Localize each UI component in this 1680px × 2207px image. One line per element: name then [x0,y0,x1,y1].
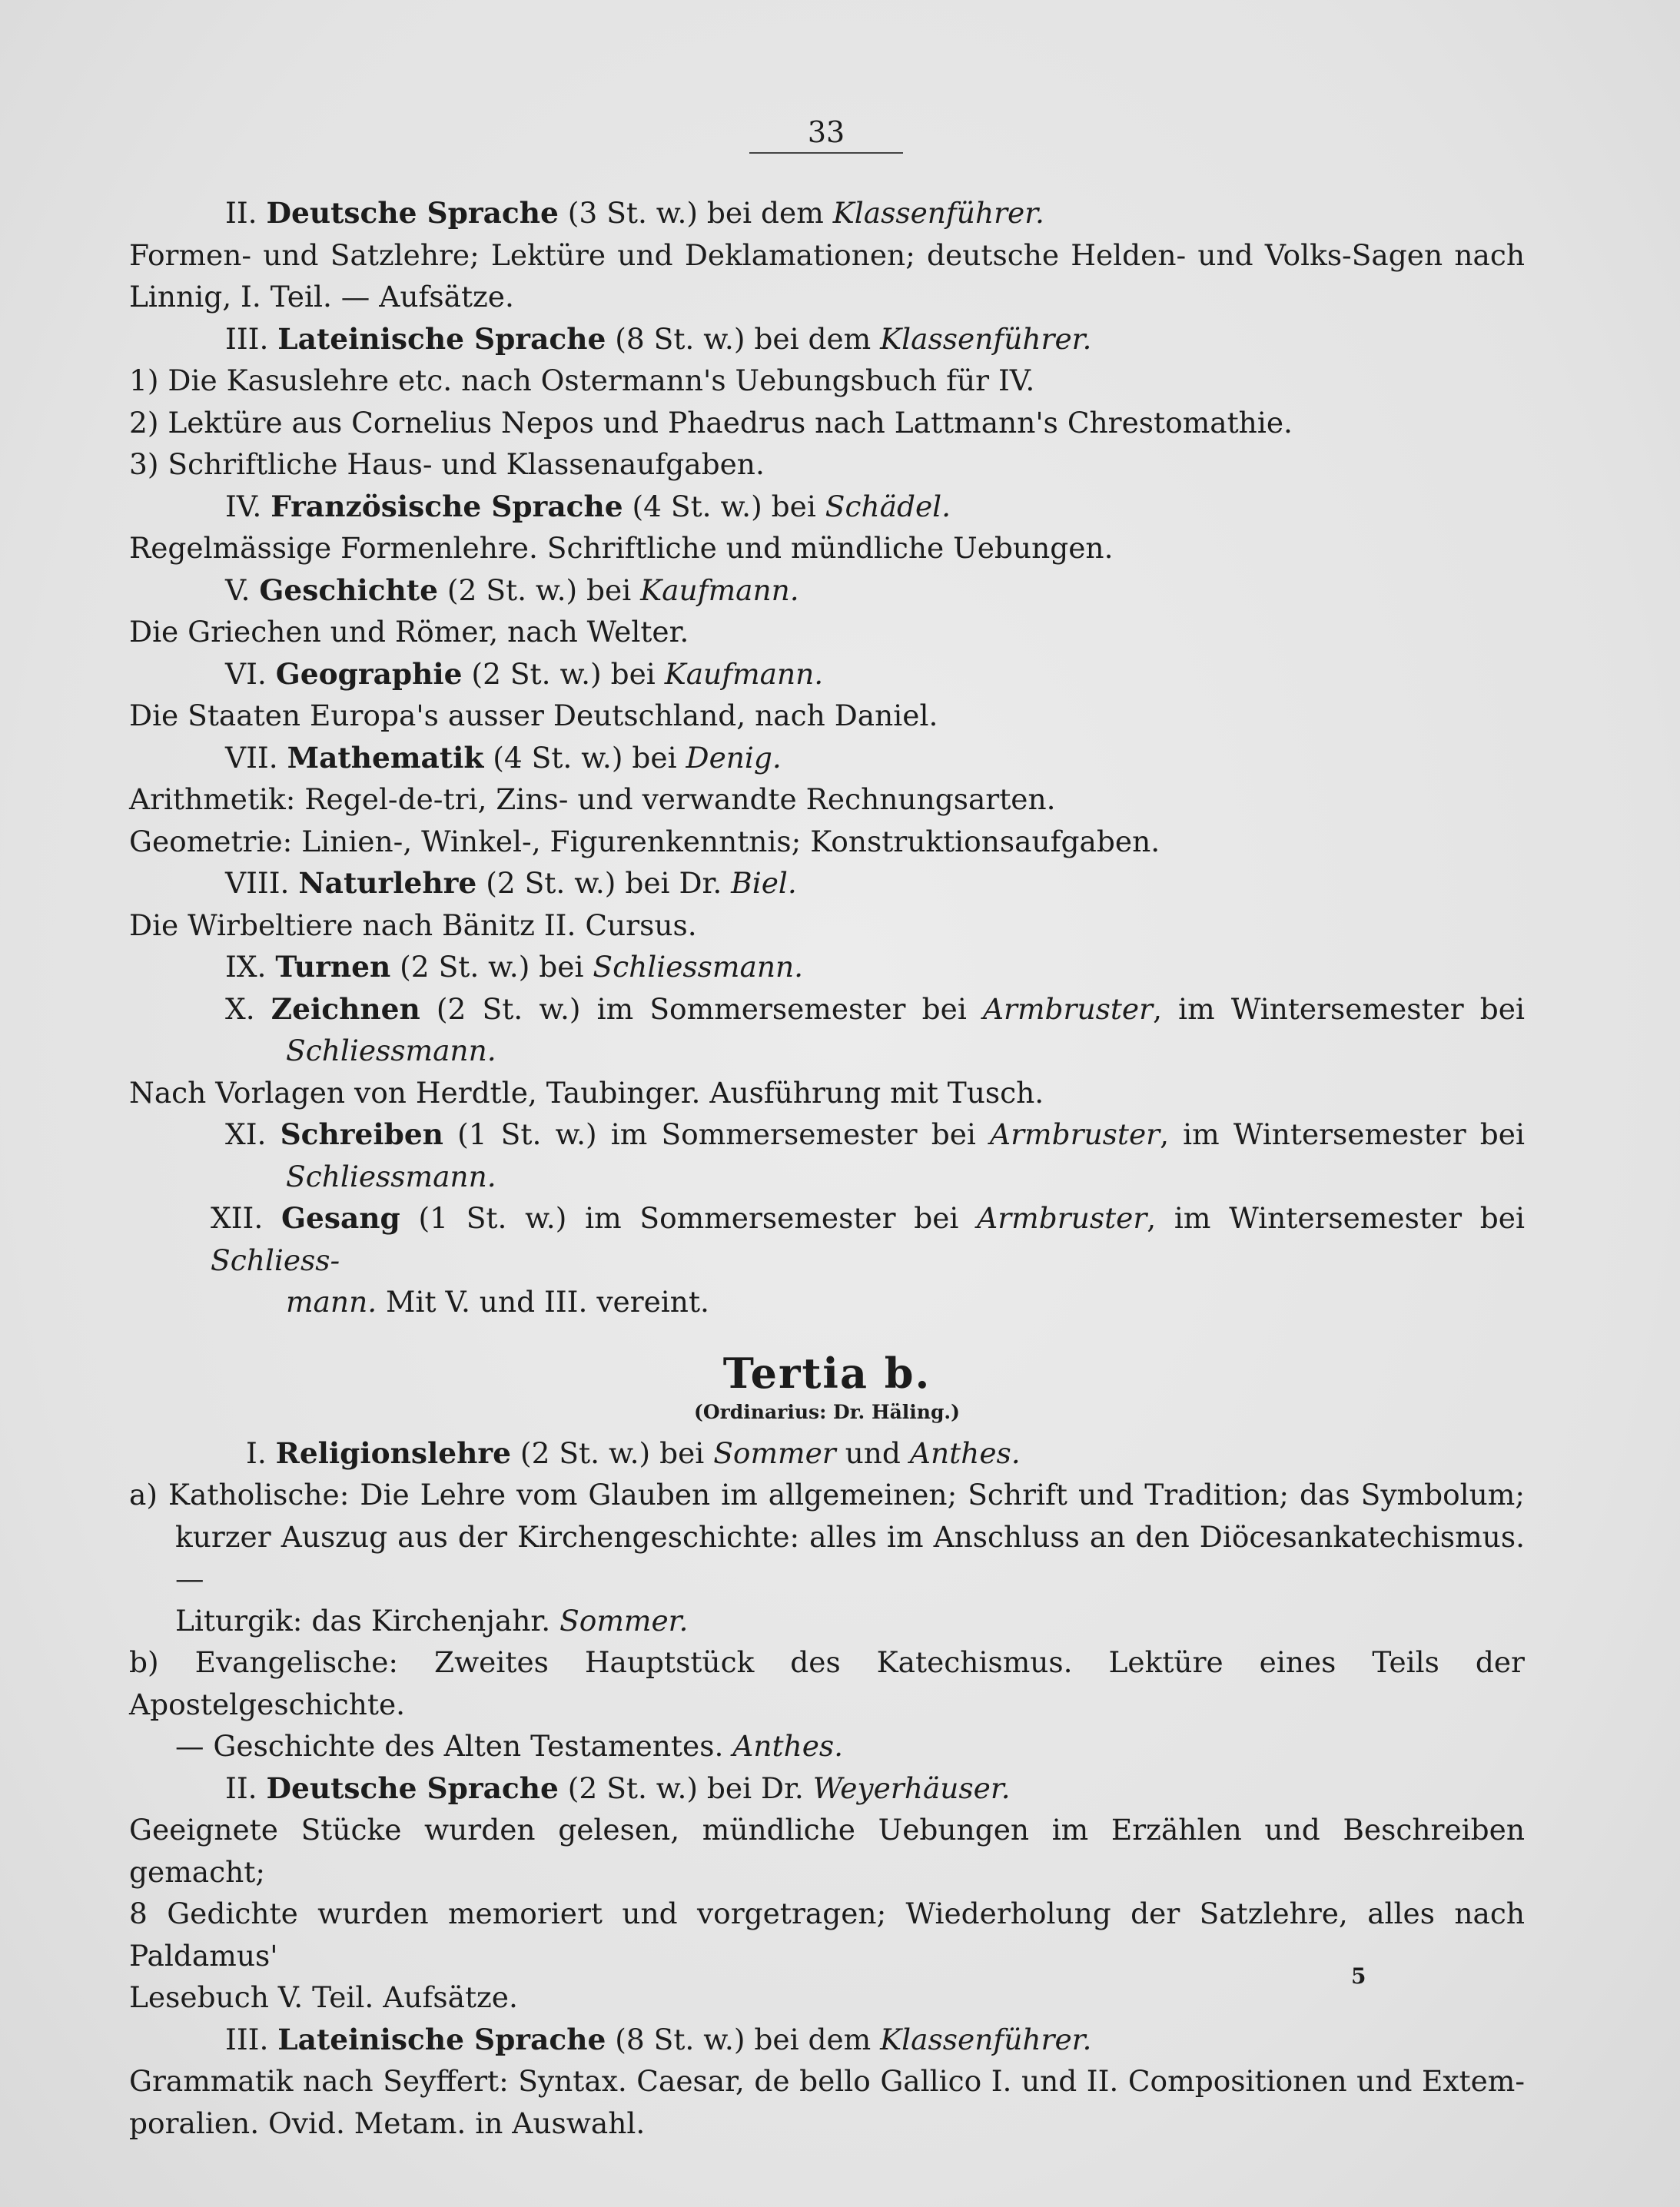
sheet-signature: 5 [1351,1963,1366,1989]
subject-heading-deutsch-2: II. Deutsche Sprache (2 St. w.) bei Dr. Weyerhäuser. [225,1771,1011,1805]
text-line: Die Staaten Europa's ausser Deutschland, nach Daniel. [129,699,938,732]
text-line: Linnig, I. Teil. — Aufsätze. [129,280,514,314]
text-line: — Geschichte des Alten Testamentes. Anthes. [175,1729,844,1763]
page-number-rule [749,152,903,154]
subject-heading-gesang: XII. Gesang (1 St. w.) im Sommersemester bei Armbruster, im Wintersemester bei Schliess- [211,1201,1525,1277]
text-line: Die Wirbeltiere nach Bänitz II. Cursus. [129,908,697,942]
text-line: 3) Schriftliche Haus- und Klassenaufgaben. [129,447,765,481]
text-line: a) Katholische: Die Lehre vom Glauben im allgemeinen; Schrift und Tradition; das Symbolum; [129,1478,1525,1512]
text-line: Arithmetik: Regel-de-tri, Zins- und verwandte Rechnungsarten. [129,782,1056,816]
text-line: 1) Die Kasuslehre etc. nach Ostermann's Uebungsbuch für IV. [129,363,1035,397]
text-line: Formen- und Satzlehre; Lektüre und Deklamationen; deutsche Helden- und Volks-Sagen nach [129,237,1525,272]
section-title: Tertia b. [722,1348,931,1398]
text-line: Schliessmann. [286,1159,496,1193]
text-line: Geometrie: Linien-, Winkel-, Figurenkenntnis; Konstruktionsaufgaben. [129,824,1160,858]
text-line: 2) Lektüre aus Cornelius Nepos und Phaedrus nach Lattmann's Chrestomathie. [129,405,1293,440]
section-subtitle: (Ordinarius: Dr. Häling.) [694,1400,960,1423]
text-line: Geeignete Stücke wurden gelesen, mündliche Uebungen im Erzählen und Beschreiben gemacht; [129,1813,1525,1889]
subject-heading-latein: III. Lateinische Sprache (8 St. w.) bei dem Klassenführer. [225,321,1092,356]
page-number: 33 [807,115,845,149]
document-body [129,192,1525,2144]
subject-heading-mathematik: VII. Mathematik (4 St. w.) bei Denig. [225,740,782,775]
subject-heading-geographie: VI. Geographie (2 St. w.) bei Kaufmann. [225,656,824,691]
text-line: Lesebuch V. Teil. Aufsätze. [129,1980,518,2014]
text-line: Nach Vorlagen von Herdtle, Taubinger. Ausführung mit Tusch. [129,1075,1044,1110]
subject-heading-franzoesisch: IV. Französische Sprache (4 St. w.) bei Schädel. [225,489,951,523]
text-line: Regelmässige Formenlehre. Schriftliche und mündliche Uebungen. [129,531,1114,565]
subject-heading-latein-2: III. Lateinische Sprache (8 St. w.) bei dem Klassenführer. [225,2022,1092,2056]
text-line: Grammatik nach Seyffert: Syntax. Caesar, de bello Gallico I. und II. Compositionen und Extem- [129,2064,1525,2098]
text-line: b) Evangelische: Zweites Hauptstück des Katechismus. Lektüre eines Teils der Apostelgeschichte. [129,1645,1525,1721]
subject-heading-geschichte: V. Geschichte (2 St. w.) bei Kaufmann. [225,572,799,607]
subject-heading-naturlehre: VIII. Naturlehre (2 St. w.) bei Dr. Biel. [225,866,797,900]
subject-heading-schreiben: XI. Schreiben (1 St. w.) im Sommersemester bei Armbruster, im Wintersemester bei [225,1117,1525,1151]
text-line: Die Griechen und Römer, nach Welter. [129,615,689,649]
text-line: Schliessmann. [286,1034,496,1067]
text-line: kurzer Auszug aus der Kirchengeschichte: alles im Anschluss an den Diöcesankatechismus. — [175,1519,1525,1595]
subject-heading-deutsch: II. Deutsche Sprache (3 St. w.) bei dem Klassenführer. [225,196,1044,230]
subject-heading-zeichnen: X. Zeichnen (2 St. w.) im Sommersemester bei Armbruster, im Wintersemester bei [225,991,1525,1026]
text-line: 8 Gedichte wurden memoriert und vorgetragen; Wiederholung der Satzlehre, alles nach Paldamus' [129,1897,1525,1973]
text-line: poralien. Ovid. Metam. in Auswahl. [129,2106,646,2140]
subject-heading-religion: I. Religionslehre (2 St. w.) bei Sommer und Anthes. [246,1435,1021,1470]
subject-heading-turnen: IX. Turnen (2 St. w.) bei Schliessmann. [225,950,804,984]
text-line: Liturgik: das Kirchenjahr. Sommer. [175,1603,689,1638]
text-line: mann. Mit V. und III. vereint. [286,1285,709,1319]
